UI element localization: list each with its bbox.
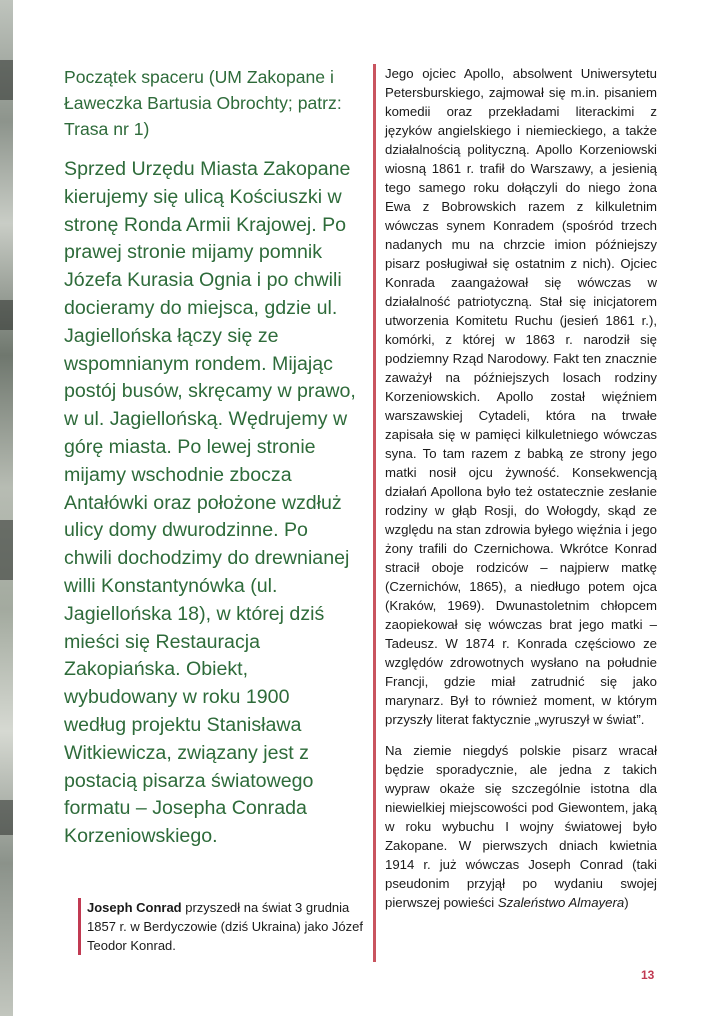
note-text: przyszedł na świat 3 grudnia 1857 r. w Berdyczowie (dziś Ukraina) jako Józef Teodor Konrad. [87,900,364,953]
left-column [64,64,356,851]
page-number: 13 [641,968,655,982]
column-divider [373,64,376,962]
route-description: Sprzed Urzędu Miasta Zakopane kierujemy się ulicą Kościuszki w stronę Ronda Armii Krajowej. Po prawej stronie mijamy pomnik Józefa Kurasia Ognia i po chwili docieramy do miejsca, gdzie ul. Jagiellońska łączy się ze wspomnianym rondem. Mijając postój busów, skręcamy w prawo, w ul. Jagiellońską. Wędrujemy w górę miasta. Po lewej stronie mijamy wschodnie zbocza Antałówki oraz położone wzdłuż ulicy domy dwurodzinne. Po chwili dochodzimy do drewnianej willi Konstantynówka (ul. Jagiellońska 18), w której dziś mieści się Restauracja Zakopiańska. Obiekt, wybudowany w roku 1900 według projektu Stanisława Witkiewicza, związany jest z postacią pisarza światowego formatu – Josepha Conrada Korzeniowskiego. [64,158,356,848]
side-note [78,898,367,955]
paragraph-1: Jego ojciec Apollo, absolwent Uniwersytetu Petersburskiego, zajmował się m.in. pisaniem komedii oraz przekładami literackimi z języków angielskiego i niemieckiego, a także działalnością polityczną. Apollo Korzeniowski wiosną 1861 r. trafił do Warszawy, a jesienią tego samego roku dołączyli do niego żona Ewa z Bobrowskich razem z kilkuletnim wówczas synem Konradem (spośród trzech nadanych mu na chrzcie imion późniejszy pisarz posługiwał się ostatnim z nich). Ojciec Konrada zaangażował się wówczas w działalność patriotyczną. Stał się inicjatorem utworzenia Komitetu Ruchu (jesień 1861 r.), komórki, z której w 1863 r. narodził się podziemny Rząd Narodowy. Fakt ten znacznie zaważył na późniejszych losach rodziny Korzeniowskich. Apollo został więźniem warszawskiej Cytadeli, która na trwałe zapisała się w pamięci kilkuletniego wówczas syna. To tam razem z babką ze strony jego matki nosił ojcu żywność. Konsekwencją działań Apollona było też ostatecznie zesłanie rodziny w głąb Rosji, do Wołogdy, skąd ze względu na stan zdrowia byłego więźnia i jego żony trafili do Czernichowa. Wkrótce Konrad stracił oboje rodziców – najpierw matkę (Czernichów, 1865), a niedługo potem ojca (Kraków, 1969). Dwunastoletnim chłopcem zaopiekował się wówczas brat jego matki – Tadeusz. W 1874 r. Konrada częściowo ze względów zdrowotnych wysłano na południe Francji, gdzie miał zatrudnić się jako marynarz. Był to również moment, w którym przyszły literat faktycznie „wyruszył w świat”. [385,66,657,727]
right-column [385,64,657,924]
book-title: Szaleństwo Almayera [497,895,625,910]
paragraph-2-text: Na ziemie niegdyś polskie pisarz wracał będzie sporadycznie, ale jedna z takich wypraw okaże się szczególnie istotna dla niewielkiej miejscowości pod Giewontem, jaką w roku wybuchu I wojny światowej było Zakopane. W pierwszych dniach kwietnia 1914 r. już wówczas Joseph Conrad (taki pseudonim przyjął po wydaniu swojej pierwszej powieści [385,743,657,910]
side-photo-strip [0,0,13,1016]
paragraph-2-end: ) [624,895,629,910]
note-name: Joseph Conrad [87,900,182,915]
route-start-heading: Początek spaceru (UM Zakopane i Ławeczka Bartusia Obrochty; patrz: Trasa nr 1) [64,67,342,139]
paragraph-2 [385,741,657,912]
